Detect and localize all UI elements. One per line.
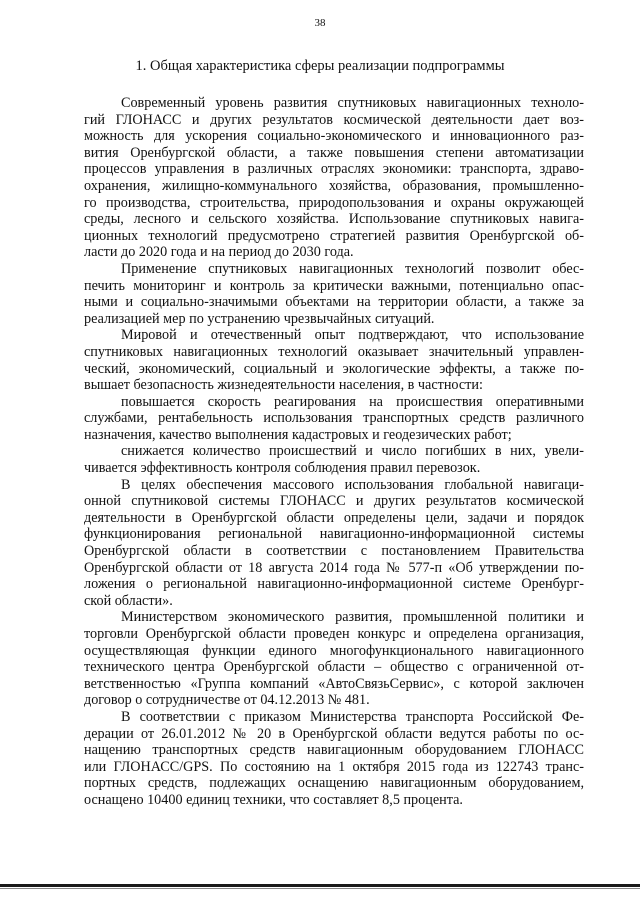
text-line: реализацией мер по устранению чрезвычайных ситуаций. bbox=[84, 310, 435, 327]
text-line: В соответствии с приказом Министерства транспорта Российской Фе- bbox=[121, 708, 584, 725]
text-line: Министерством экономического развития, промышленной политики и bbox=[121, 609, 584, 626]
text-line: ской области». bbox=[84, 592, 173, 609]
text-line: оснащено 10400 единиц техники, что составляет 8,5 процента. bbox=[84, 791, 463, 808]
text-line: вития Оренбургской области, а также повышения степени автоматизации bbox=[84, 144, 584, 161]
text-line: технического центра Оренбургской области – общество с ограниченной от- bbox=[84, 659, 584, 676]
text-line: ветственностью «Группа компаний «АвтоСвязьСервис», с которой заключен bbox=[84, 675, 584, 692]
text-line: ласти до 2020 года и на период до 2030 года. bbox=[84, 244, 354, 261]
text-line: портных средств, подлежащих оснащению навигационным оборудованием, bbox=[84, 775, 584, 792]
page-number: 38 bbox=[314, 17, 326, 29]
text-line: ложения о региональной навигационно-информационной системе Оренбург- bbox=[84, 576, 584, 593]
text-line: онной спутниковой системы ГЛОНАСС и других результатов космической bbox=[84, 493, 584, 510]
body-text bbox=[84, 95, 584, 809]
text-line: печить мониторинг и контроль за критически важными, потенциально опас- bbox=[84, 277, 584, 294]
text-line: функционирования региональной навигационно-информационной системы bbox=[84, 526, 584, 543]
text-line: чивается эффективность контроля соблюдения правил перевозок. bbox=[84, 460, 481, 477]
text-line: снижается количество происшествий и число погибших в них, увели- bbox=[121, 443, 584, 460]
text-line: назначения, качество выполнения кадастровых и геодезических работ; bbox=[84, 426, 512, 443]
text-line: го производства, строительства, природопользования и охраны окружающей bbox=[84, 194, 584, 211]
text-line: деятельности в Оренбургской области определены цели, задачи и порядок bbox=[84, 509, 584, 526]
text-line: Оренбургской области в соответствии с постановлением Правительства bbox=[84, 543, 584, 560]
text-line: Оренбургской области от 18 августа 2014 года № 577-п «Об утверждении по- bbox=[84, 559, 584, 576]
text-line: Мировой и отечественный опыт подтверждают, что использование bbox=[121, 327, 584, 344]
text-line: процессов управления в различных отраслях экономики: транспорта, здраво- bbox=[84, 161, 584, 178]
text-line: или ГЛОНАСС/GPS. По состоянию на 1 октября 2015 года из 122743 транс- bbox=[84, 758, 584, 775]
text-line: Применение спутниковых навигационных технологий позволит обес- bbox=[121, 260, 584, 277]
text-line: можность для ускорения социально-экономического и инновационного раз- bbox=[84, 128, 584, 145]
text-line: торговли Оренбургской области проведен конкурс и определена организация, bbox=[84, 626, 584, 642]
text-line: дерации от 26.01.2012 № 20 в Оренбургской области ведутся работы по ос- bbox=[84, 725, 584, 742]
text-line: среды, лесного и сельского хозяйства. Использование спутниковых навига- bbox=[84, 211, 584, 228]
text-line: службами, рентабельность использования транспортных средств различного bbox=[84, 410, 584, 427]
text-line: вышает безопасность жизнедеятельности населения, в частности: bbox=[84, 377, 483, 394]
bottom-rule-thin bbox=[0, 888, 640, 889]
text-line: Современный уровень развития спутниковых навигационных техноло- bbox=[121, 95, 584, 111]
text-line: охранения, жилищно-коммунального хозяйства, образования, промышленно- bbox=[84, 177, 584, 194]
text-line: ционных технологий предусмотрено стратегией развития Оренбургской об- bbox=[84, 227, 584, 244]
text-line: нащению транспортных средств навигационным оборудованием ГЛОНАСС bbox=[84, 742, 584, 759]
bottom-rule bbox=[0, 884, 640, 887]
text-line: договор о сотрудничестве от 04.12.2013 № 481. bbox=[84, 692, 370, 709]
text-line: ческий, экономический, социальный и экологические эффекты, а также по- bbox=[84, 360, 584, 377]
text-line: осуществляющая функции единого многофункционального навигационного bbox=[84, 642, 584, 659]
section-heading: 1. Общая характеристика сферы реализации подпрограммы bbox=[135, 58, 505, 74]
text-line: ными и социально-значимыми объектами на территории области, а также за bbox=[84, 294, 584, 311]
text-line: повышается скорость реагирования на происшествия оперативными bbox=[121, 393, 584, 410]
text-line: гий ГЛОНАСС и других результатов космической деятельности дает воз- bbox=[84, 111, 584, 128]
text-line: спутниковых навигационных технологий оказывает значительный управлен- bbox=[84, 343, 584, 360]
text-line: В целях обеспечения массового использования глобальной навигаци- bbox=[121, 476, 584, 493]
